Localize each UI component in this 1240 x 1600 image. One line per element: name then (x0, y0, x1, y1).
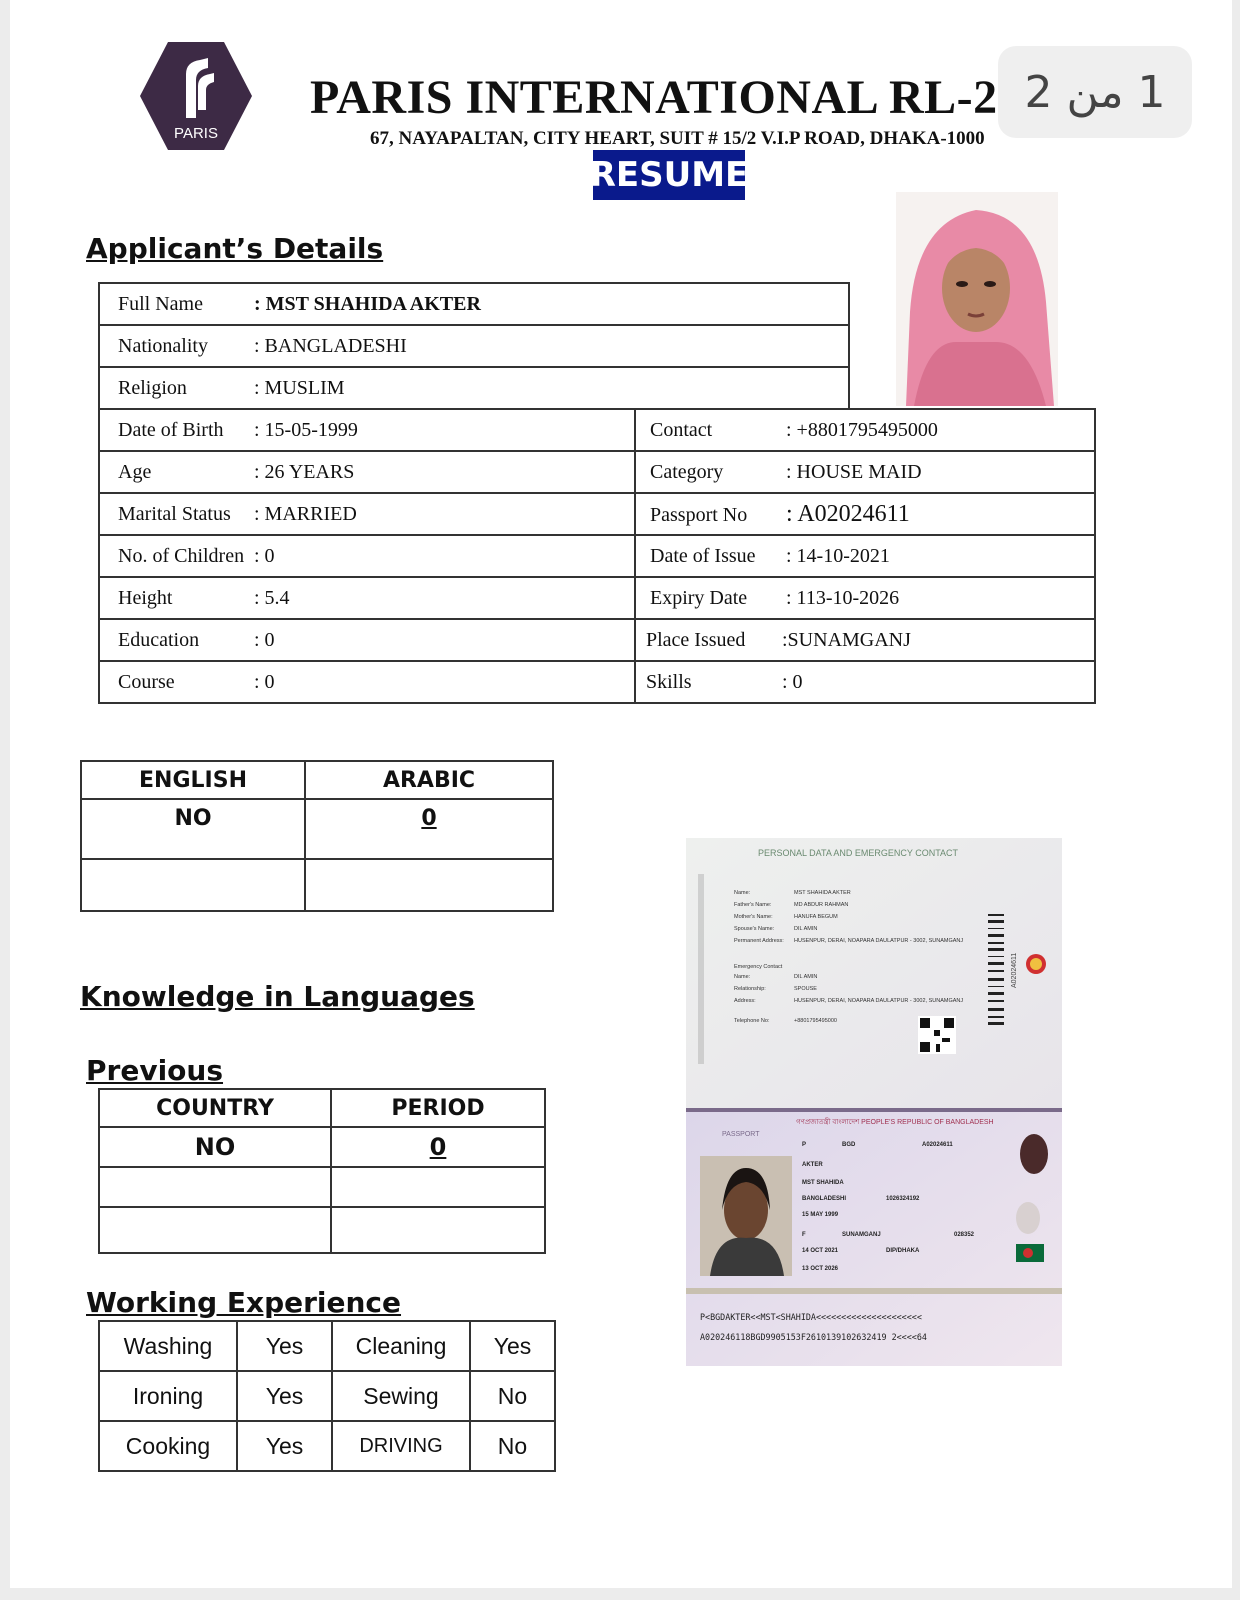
contact-label: Contact (650, 418, 713, 441)
page-counter: 1 من 2 (998, 46, 1192, 138)
education-value: : 0 (254, 628, 275, 651)
scan-mother-label: Mother's Name: (734, 914, 773, 920)
full-name-label: Full Name (118, 292, 203, 315)
skill-driving: DRIVING (332, 1421, 470, 1471)
contact-value: : +8801795495000 (786, 418, 938, 441)
scan-name-label: Name: (734, 890, 751, 896)
working-experience-table (98, 1320, 556, 1472)
country-header: COUNTRY (99, 1089, 331, 1127)
previous-table (98, 1088, 546, 1254)
height-label: Height (118, 586, 173, 609)
dob-label: Date of Birth (118, 418, 224, 441)
dob-value: : 15-05-1999 (254, 418, 358, 441)
scan-prev-passport: 028352 (954, 1232, 975, 1238)
table-row (99, 577, 1095, 619)
scan-surname: AKTER (802, 1162, 823, 1168)
scan-date-expiry: 13 OCT 2026 (802, 1266, 839, 1272)
scan-tel-label: Telephone No: (734, 1018, 770, 1024)
period-header: PERIOD (331, 1089, 545, 1127)
scan-country-code: BGD (842, 1142, 856, 1148)
table-row (99, 493, 1095, 535)
scan-father: MD ABDUR RAHMAN (794, 902, 849, 908)
company-name: PARIS INTERNATIONAL RL-2 (310, 71, 998, 124)
marital-label: Marital Status (118, 502, 231, 525)
age-label: Age (118, 460, 152, 483)
children-value: : 0 (254, 544, 275, 567)
skills-label: Skills (646, 670, 692, 693)
scan-dob: 15 MAY 1999 (802, 1212, 839, 1218)
table-row (99, 367, 849, 409)
children-label: No. of Children (118, 544, 245, 567)
scan-place-of-birth: SUNAMGANJ (842, 1232, 881, 1238)
scan-perm: HUSENPUR, DERAI, NOAPARA DAULATPUR - 3002, SUNAMGANJ (794, 938, 964, 944)
resume-page (10, 0, 1232, 1588)
scan-e-addr: HUSENPUR, DERAI, NOAPARA DAULATPUR - 3002, SUNAMGANJ (794, 998, 964, 1004)
passport-label: Passport No (650, 503, 748, 526)
table-row (99, 451, 1095, 493)
skill-cooking-value: Yes (237, 1421, 332, 1471)
religion-label: Religion (118, 377, 187, 399)
religion-value: : MUSLIM (254, 377, 345, 399)
scan-side-number: A02024611 (1011, 952, 1018, 988)
scan-mother: HANUFA BEGUM (794, 914, 838, 920)
country-value: NO (99, 1127, 331, 1167)
paris-logo (138, 40, 254, 152)
scan-e-addr-label: Address: (734, 998, 756, 1004)
scan-father-label: Father's Name: (734, 902, 772, 908)
nationality-label: Nationality (118, 334, 208, 357)
languages-heading: Knowledge in Languages (80, 980, 475, 1013)
scan-date-issue: 14 OCT 2021 (802, 1248, 839, 1254)
scan-personal-no: 1026324192 (886, 1196, 920, 1202)
skill-cleaning-value: Yes (470, 1321, 555, 1371)
company-address: 67, NAYAPALTAN, CITY HEART, SUIT # 15/2 V.I.P ROAD, DHAKA-1000 (370, 128, 985, 149)
category-value: : HOUSE MAID (786, 460, 922, 483)
details-table (98, 408, 1096, 704)
scan-e-name-label: Name: (734, 974, 751, 980)
arabic-value: 0 (421, 806, 437, 831)
table-row (99, 409, 1095, 451)
languages-table (80, 760, 554, 912)
course-value: : 0 (254, 670, 275, 693)
scan-relation-label: Relationship: (734, 986, 766, 992)
place-issued-label: Place Issued (646, 628, 746, 651)
nationality-value: : BANGLADESHI (254, 334, 407, 357)
skill-driving-value: No (470, 1421, 555, 1471)
english-header: ENGLISH (81, 761, 305, 799)
scan-type: P (802, 1142, 807, 1148)
scan-perm-label: Permanent Address: (734, 938, 784, 944)
table-row (99, 535, 1095, 577)
scan-spouse: DIL AMIN (794, 926, 818, 932)
table-row (99, 1421, 555, 1471)
skill-cooking: Cooking (99, 1421, 237, 1471)
scan-given-name: MST SHAHIDA (802, 1180, 844, 1186)
scan-mrz-line-2: A020246118BGD9905153F2610139102632419 2<<<<64 (700, 1332, 927, 1342)
table-row (81, 799, 553, 859)
age-value: : 26 YEARS (254, 460, 355, 483)
arabic-header: ARABIC (305, 761, 553, 799)
table-row (81, 761, 553, 799)
scan-emergency-label: Emergency Contact (734, 964, 783, 970)
skill-ironing-value: Yes (237, 1371, 332, 1421)
passport-scan (686, 838, 1062, 1366)
table-row (99, 661, 1095, 703)
table-row (99, 1321, 555, 1371)
skill-washing: Washing (99, 1321, 237, 1371)
skill-ironing: Ironing (99, 1371, 237, 1421)
issue-date-value: : 14-10-2021 (786, 544, 890, 567)
table-row (81, 859, 553, 911)
scan-mrz-line-1: P<BGDAKTER<<MST<SHAHIDA<<<<<<<<<<<<<<<<<<<<< (700, 1312, 922, 1322)
expiry-date-value: : 113-10-2026 (786, 586, 900, 609)
table-row (99, 1371, 555, 1421)
scan-e-name: DIL AMIN (794, 974, 818, 980)
table-row (99, 325, 849, 367)
place-issued-value: :SUNAMGANJ (782, 628, 911, 651)
scan-section-title: PERSONAL DATA AND EMERGENCY CONTACT (758, 848, 959, 858)
education-label: Education (118, 628, 200, 651)
table-row (99, 1207, 545, 1253)
skill-sewing-value: No (470, 1371, 555, 1421)
scan-nationality: BANGLADESHI (802, 1196, 847, 1202)
applicant-photo (896, 192, 1058, 406)
scan-relation: SPOUSE (794, 986, 817, 992)
skill-washing-value: Yes (237, 1321, 332, 1371)
scan-republic: গণপ্রজাতন্ত্রী বাংলাদেশ PEOPLE'S REPUBLIC OF BANGLADESH (796, 1119, 994, 1126)
skill-sewing: Sewing (332, 1371, 470, 1421)
scan-passport-word: PASSPORT (722, 1131, 760, 1138)
scan-name: MST SHAHIDA AKTER (794, 890, 851, 896)
logo-text: PARIS (174, 125, 218, 142)
scan-tel: +8801795495000 (794, 1018, 837, 1024)
skill-cleaning: Cleaning (332, 1321, 470, 1371)
table-row (99, 1167, 545, 1207)
resume-banner: RESUME (593, 150, 745, 200)
passport-value: : A02024611 (786, 500, 910, 527)
details-table-top (98, 282, 850, 409)
working-experience-heading: Working Experience (86, 1286, 402, 1319)
scan-spouse-label: Spouse's Name: (734, 926, 775, 932)
course-label: Course (118, 670, 175, 693)
table-row (99, 619, 1095, 661)
table-row (99, 1127, 545, 1167)
marital-value: : MARRIED (254, 502, 357, 525)
previous-heading: Previous (86, 1054, 224, 1087)
skills-value: : 0 (782, 670, 803, 693)
table-row (99, 283, 849, 325)
expiry-date-label: Expiry Date (650, 586, 748, 609)
height-value: : 5.4 (254, 586, 290, 609)
full-name-value: : MST SHAHIDA AKTER (254, 292, 481, 315)
applicant-details-heading: Applicant’s Details (86, 232, 384, 265)
issue-date-label: Date of Issue (650, 544, 756, 567)
table-row (99, 1089, 545, 1127)
category-label: Category (650, 460, 724, 483)
scan-authority: DIP/DHAKA (886, 1248, 920, 1254)
period-value: 0 (429, 1133, 447, 1161)
english-value: NO (81, 799, 305, 859)
scan-passport-number: A02024611 (922, 1142, 953, 1148)
scan-sex: F (802, 1232, 806, 1238)
